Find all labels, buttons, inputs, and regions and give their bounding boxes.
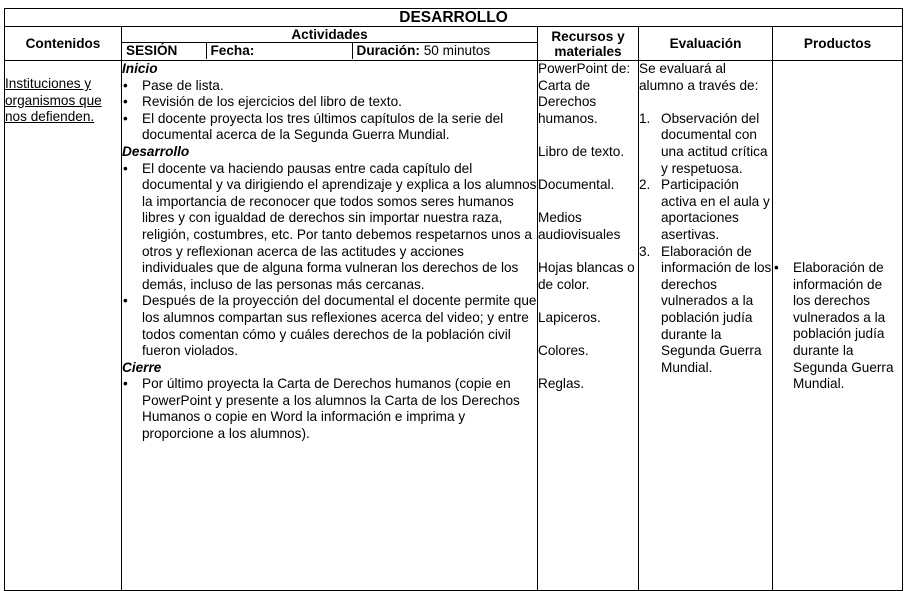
fecha-label: Fecha: xyxy=(206,43,352,59)
lesson-plan-table xyxy=(4,8,903,591)
list-item: • El docente va haciendo pausas entre cada capítulo del documental y va dirigiendo el aprendizaje y explica a los alumnos la importancia de reconocer que todos somos seres humanos libres y con igualdad de derechos sin importar nuestra raza, religión, costumbres, etc. Por tanto debemos respetarnos unos a otros y reflexionan acerca de las actitudes y acciones individuales que de alguna forma vulneran los derechos de los demás, incluso de las personas más cercanas. xyxy=(123,160,537,292)
list-item: • Revisión de los ejercicios del libro de texto. xyxy=(123,94,402,110)
productos-cell xyxy=(773,61,903,591)
productos-list xyxy=(773,61,902,393)
list-item: 2. Participación activa en el aula y aportaciones asertivas. xyxy=(639,177,770,242)
recurso-item: PowerPoint de: Carta de Derechos humanos. xyxy=(538,61,631,126)
header-recursos: Recursos y materiales xyxy=(538,27,639,61)
actividades-cell xyxy=(122,61,538,591)
recurso-item: Lapiceros. xyxy=(538,309,601,325)
phase-inicio-heading: Inicio xyxy=(122,61,158,76)
bullet-icon: • xyxy=(123,160,128,176)
bullet-icon: • xyxy=(123,293,128,309)
list-item: • Pase de lista. xyxy=(123,77,224,93)
session-info-row xyxy=(122,43,538,61)
recurso-item: Libro de texto. xyxy=(538,143,625,159)
evaluacion-intro: Se evaluará al alumno a través de: xyxy=(639,61,759,93)
recurso-item: Colores. xyxy=(538,343,589,359)
bullet-icon: • xyxy=(774,260,779,275)
recurso-item: Hojas blancas o de color. xyxy=(538,260,635,292)
bullet-icon: • xyxy=(123,110,128,126)
section-title: DESARROLLO xyxy=(5,9,903,27)
inicio-list xyxy=(122,78,537,144)
list-item: • El docente proyecta los tres últimos capítulos de la serie del documental acerca de la Segunda Guerra Mundial. xyxy=(123,110,504,143)
recurso-item: Documental. xyxy=(538,177,615,193)
list-item: • Por último proyecta la Carta de Derechos humanos (copie en PowerPoint y presente a los alumnos la Carta de los Derechos Humanos o copie en Word la información e imprima y proporcione a los alumnos). xyxy=(123,376,520,442)
contenidos-text: Instituciones y organismos que nos defienden. xyxy=(5,76,102,125)
header-productos: Productos xyxy=(773,27,903,61)
contenidos-cell xyxy=(5,61,122,591)
phase-desarrollo-heading: Desarrollo xyxy=(122,143,190,159)
list-item: 3. Elaboración de información de los derechos vulnerados a la población judía durante la Segunda Guerra Mundial. xyxy=(639,243,772,375)
evaluacion-list xyxy=(639,111,772,377)
phase-cierre-heading: Cierre xyxy=(122,359,162,375)
evaluacion-cell xyxy=(639,61,773,591)
cierre-list xyxy=(122,376,537,442)
duracion-cell xyxy=(352,43,538,59)
desarrollo-list xyxy=(122,161,537,360)
bullet-icon: • xyxy=(123,77,128,93)
header-actividades: Actividades xyxy=(122,27,538,43)
header-contenidos: Contenidos xyxy=(5,27,122,61)
list-item: 1. Observación del documental con una actitud crítica y respetuosa. xyxy=(639,110,768,176)
duracion-label: Duración: xyxy=(356,43,420,58)
header-evaluacion: Evaluación xyxy=(639,27,773,61)
recurso-item: Medios audiovisuales xyxy=(538,210,621,242)
session-label: SESIÓN xyxy=(122,43,206,59)
recurso-item: Reglas. xyxy=(538,376,585,392)
list-item: • Después de la proyección del documental el docente permite que los alumnos compartan sus reflexiones acerca del video; y entre todos comentan cómo y cuáles derechos de la población civil fueron violados. xyxy=(123,293,537,359)
recursos-cell xyxy=(538,61,639,591)
list-item: • Elaboración de información de los derechos vulnerados a la población judía durante la Segunda Guerra Mundial. xyxy=(774,260,894,392)
lesson-plan-document xyxy=(4,8,902,590)
bullet-icon: • xyxy=(123,376,128,392)
bullet-icon: • xyxy=(123,94,128,110)
duracion-value: 50 minutos xyxy=(423,43,491,58)
